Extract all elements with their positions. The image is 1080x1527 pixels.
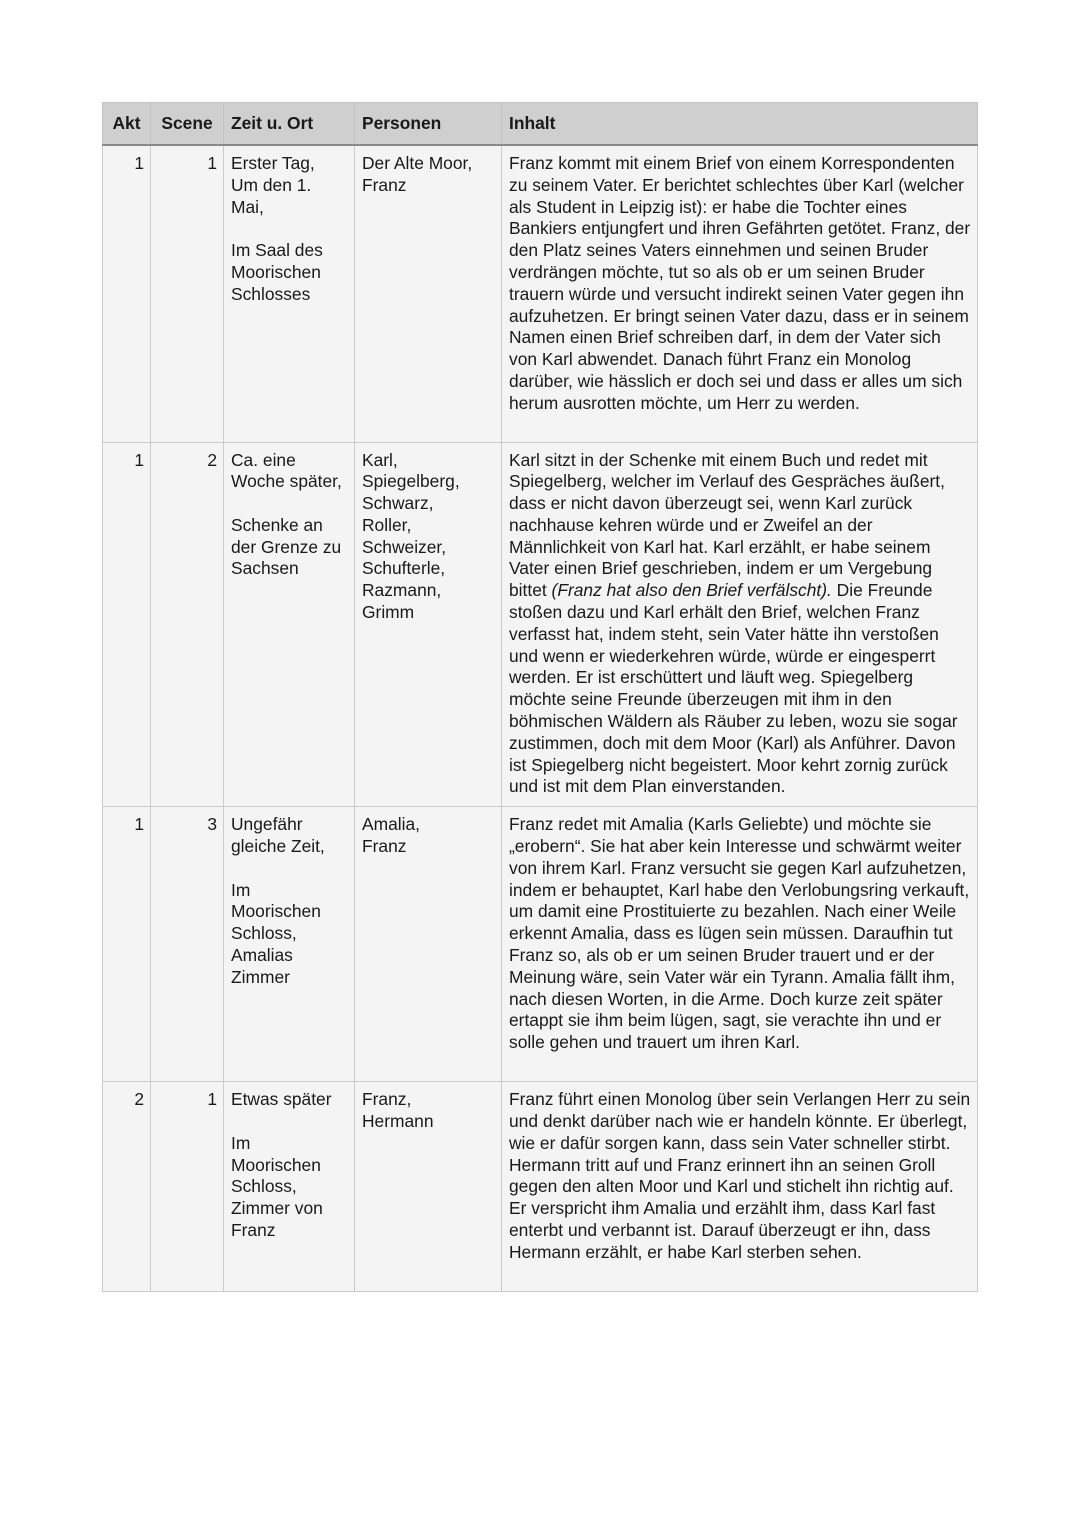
header-inhalt: Inhalt — [502, 103, 978, 146]
ort-text: Im Moorischen Schloss, Zimmer von Franz — [231, 1132, 323, 1241]
inhalt-text: Franz redet mit Amalia (Karls Geliebte) und möchte sie „erobern“. Sie hat aber kein Interesse und schwärmt weiter von ihrem Karl. Franz versucht sie gegen Karl aufzuhetzen, indem er behauptet, Karl habe den Verlobungsring verkauft, um damit eine Prostituierte zu bezahlen. Nach einer Weile erkennt Amalia, dass es lügen sein müssen. Daraufhin tut Franz so, als ob er um seinen Bruder trauert und er der Meinung wäre, sein Vater wär ein Tyrann. Amalia fällt ihm, nach diesen Worten, in die Arme. Doch kurze zeit später ertappt sie ihm beim lügen, sagt, sie verachte ihn und er solle gehen und trauert um ihren Karl. — [509, 814, 970, 1053]
zeit-text: Etwas später — [231, 1089, 332, 1110]
cell-akt: 2 — [103, 1082, 151, 1292]
inhalt-italic-text: (Franz hat also den Brief verfälscht). — [551, 580, 832, 601]
header-scene: Scene — [151, 103, 224, 146]
cell-scene: 1 — [151, 1082, 224, 1292]
header-personen: Personen — [355, 103, 502, 146]
cell-personen: Karl, Spiegelberg, Schwarz, Roller, Schweizer, Schufterle, Razmann, Grimm — [355, 442, 502, 807]
cell-akt: 1 — [103, 807, 151, 1082]
cell-zeit-ort — [224, 807, 355, 1082]
header-zeit-ort: Zeit u. Ort — [224, 103, 355, 146]
document-page — [102, 102, 977, 1292]
cell-inhalt — [502, 807, 978, 1082]
cell-inhalt — [502, 145, 978, 442]
inhalt-text: Franz kommt mit einem Brief von einem Korrespondenten zu seinem Vater. Er berichtet schlechtes über Karl (welcher als Student in Leipzig ist): er habe die Tochter eines Bankiers entjungfert und ihren Gefährten getötet. Franz, der den Platz seines Vaters einnehmen und seinen Bruder verdrängen möchte, tut so als ob er um seinen Bruder trauern würde und versucht indirekt seinen Vater gegen ihn aufzuhetzen. Er bringt seinen Vater dazu, dass er in seinem Namen einen Brief schreiben darf, in dem der Vater sich von Karl abwendet. Danach führt Franz ein Monolog darüber, wie hässlich er doch sei und dass er alles um sich herum ausrotten möchte, um Herr zu werden. — [509, 153, 971, 413]
cell-zeit-ort — [224, 145, 355, 442]
cell-scene: 3 — [151, 807, 224, 1082]
zeit-text: Erster Tag, Um den 1. Mai, — [231, 153, 315, 217]
cell-inhalt — [502, 1082, 978, 1292]
inhalt-text: Karl sitzt in der Schenke mit einem Buch und redet mit Spiegelberg, welcher im Verlauf des Gespräches äußert, dass er nicht davon überzeugt sei, wenn Karl zurück nachhause kehren würde und er Zweifel an der Männlichkeit von Karl hat. Karl erzählt, er habe seinem Vater einen Brief geschrieben, indem er um Vergebung bittet — [509, 449, 945, 601]
table-row — [103, 145, 978, 442]
cell-akt: 1 — [103, 145, 151, 442]
cell-akt: 1 — [103, 442, 151, 807]
table-row — [103, 807, 978, 1082]
cell-inhalt — [502, 442, 978, 807]
ort-text: Schenke an der Grenze zu Sachsen — [231, 514, 342, 579]
cell-personen: Franz, Hermann — [355, 1082, 502, 1292]
header-akt: Akt — [103, 103, 151, 146]
table-header-row — [103, 103, 978, 146]
cell-zeit-ort — [224, 442, 355, 807]
ort-text: Im Saal des Moorischen Schlosses — [231, 240, 323, 304]
cell-zeit-ort — [224, 1082, 355, 1292]
table-row — [103, 1082, 978, 1292]
scene-overview-table — [102, 102, 978, 1292]
cell-scene: 1 — [151, 145, 224, 442]
cell-personen: Der Alte Moor, Franz — [355, 145, 502, 442]
cell-personen: Amalia, Franz — [355, 807, 502, 1082]
inhalt-text: Franz führt einen Monolog über sein Verlangen Herr zu sein und denkt darüber nach wie er handeln könnte. Er überlegt, wie er dafür sorgen kann, dass sein Vater schneller stirbt. Hermann tritt auf und Franz erinnert ihn an seinen Groll gegen den alten Moor und Karl und stichelt ihn richtig auf. Er verspricht ihm Amalia und erzählt ihm, dass Karl fast enterbt und verbannt ist. Darauf überzeugt er ihn, dass Hermann erzählt, er habe Karl sterben sehen. — [509, 1089, 971, 1262]
zeit-text: Ungefähr gleiche Zeit, — [231, 814, 325, 857]
cell-scene: 2 — [151, 442, 224, 807]
inhalt-text-continued: Die Freunde stoßen dazu und Karl erhält den Brief, welchen Franz verfasst hat, indem steht, sein Vater hätte ihn verstoßen und wenn er wiederkehren würde, würde er eingesperrt werden. Er ist erschüttert und läuft weg. Spiegelberg möchte seine Freunde überzeugen mit ihm in den böhmischen Wäldern als Räuber zu leben, wozu sie sogar zustimmen, doch mit dem Moor (Karl) als Anführer. Davon ist Spiegelberg nicht begeistert. Moor kehrt zornig zurück und ist mit dem Plan einverstanden. — [509, 580, 958, 797]
zeit-text: Ca. eine Woche später, — [231, 449, 342, 492]
ort-text: Im Moorischen Schloss, Amalias Zimmer — [231, 879, 321, 987]
table-row — [103, 442, 978, 807]
